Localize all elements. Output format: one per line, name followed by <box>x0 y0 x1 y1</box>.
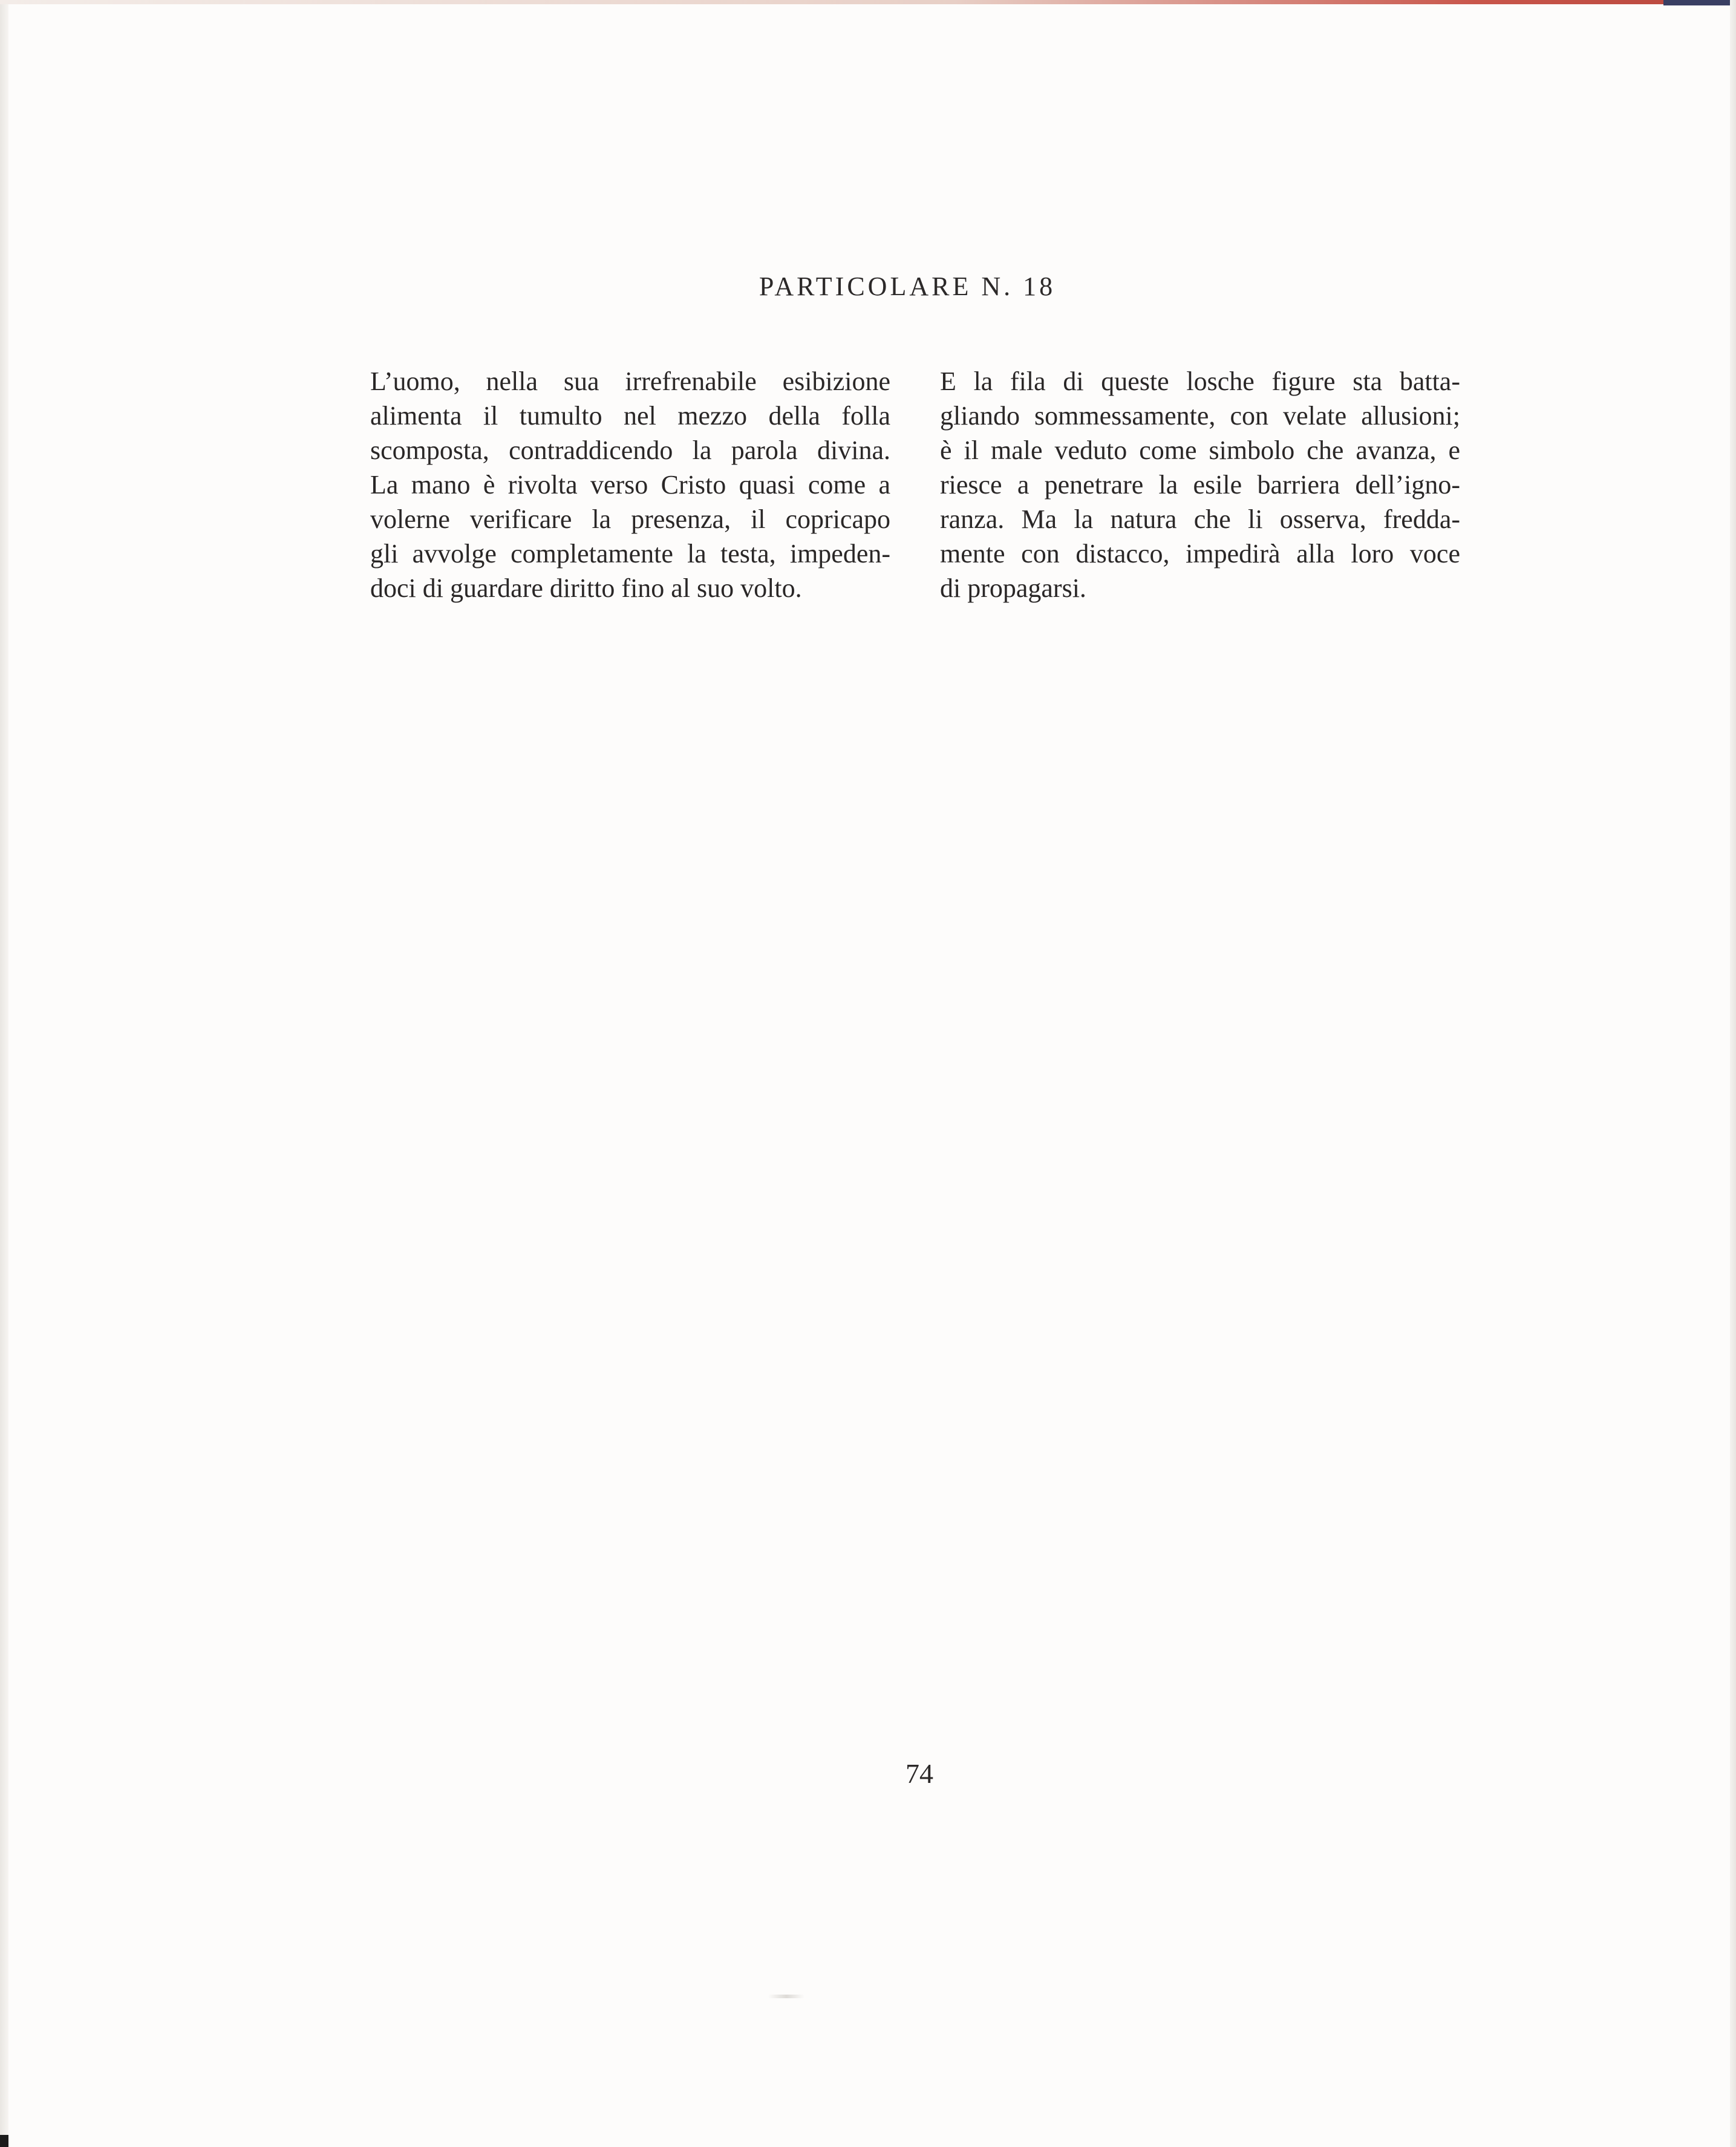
text-line: alimenta il tumulto nel mezzo della folla <box>370 401 890 431</box>
text-line: volerne verificare la presenza, il copricapo <box>370 504 890 534</box>
text-line: gliando sommessamente, con velate allusioni; <box>940 401 1460 431</box>
text-line: è il male veduto come simbolo che avanza, e <box>940 435 1460 465</box>
text-line: E la fila di queste losche figure sta batta- <box>940 367 1460 396</box>
text-line: di propagarsi. <box>940 573 1086 603</box>
page-top-edge <box>0 0 1736 4</box>
page-left-edge <box>0 0 8 2147</box>
text-line: riesce a penetrare la esile barriera dell’igno- <box>940 470 1460 500</box>
text-line: ranza. Ma la natura che li osserva, fredda- <box>940 504 1460 534</box>
text-line: L’uomo, nella sua irrefrenabile esibizione <box>370 367 890 396</box>
text-line: mente con distacco, impedirà alla loro voce <box>940 539 1460 569</box>
right-text-column <box>940 364 1460 605</box>
text-line: doci di guardare diritto fino al suo volto. <box>370 573 802 603</box>
corner-mark <box>0 2135 8 2147</box>
paper-smudge <box>768 1995 804 1998</box>
section-title: PARTICOLARE N. 18 <box>759 272 1056 301</box>
text-line: gli avvolge completamente la testa, impeden- <box>370 539 890 569</box>
text-line: La mano è rivolta verso Cristo quasi come a <box>370 470 890 500</box>
text-line: scomposta, contraddicendo la parola divina. <box>370 435 890 465</box>
page-right-edge <box>1730 0 1736 2147</box>
left-text-column <box>370 364 890 605</box>
page-top-corner-edge <box>1663 0 1736 5</box>
page-number: 74 <box>906 1758 933 1789</box>
